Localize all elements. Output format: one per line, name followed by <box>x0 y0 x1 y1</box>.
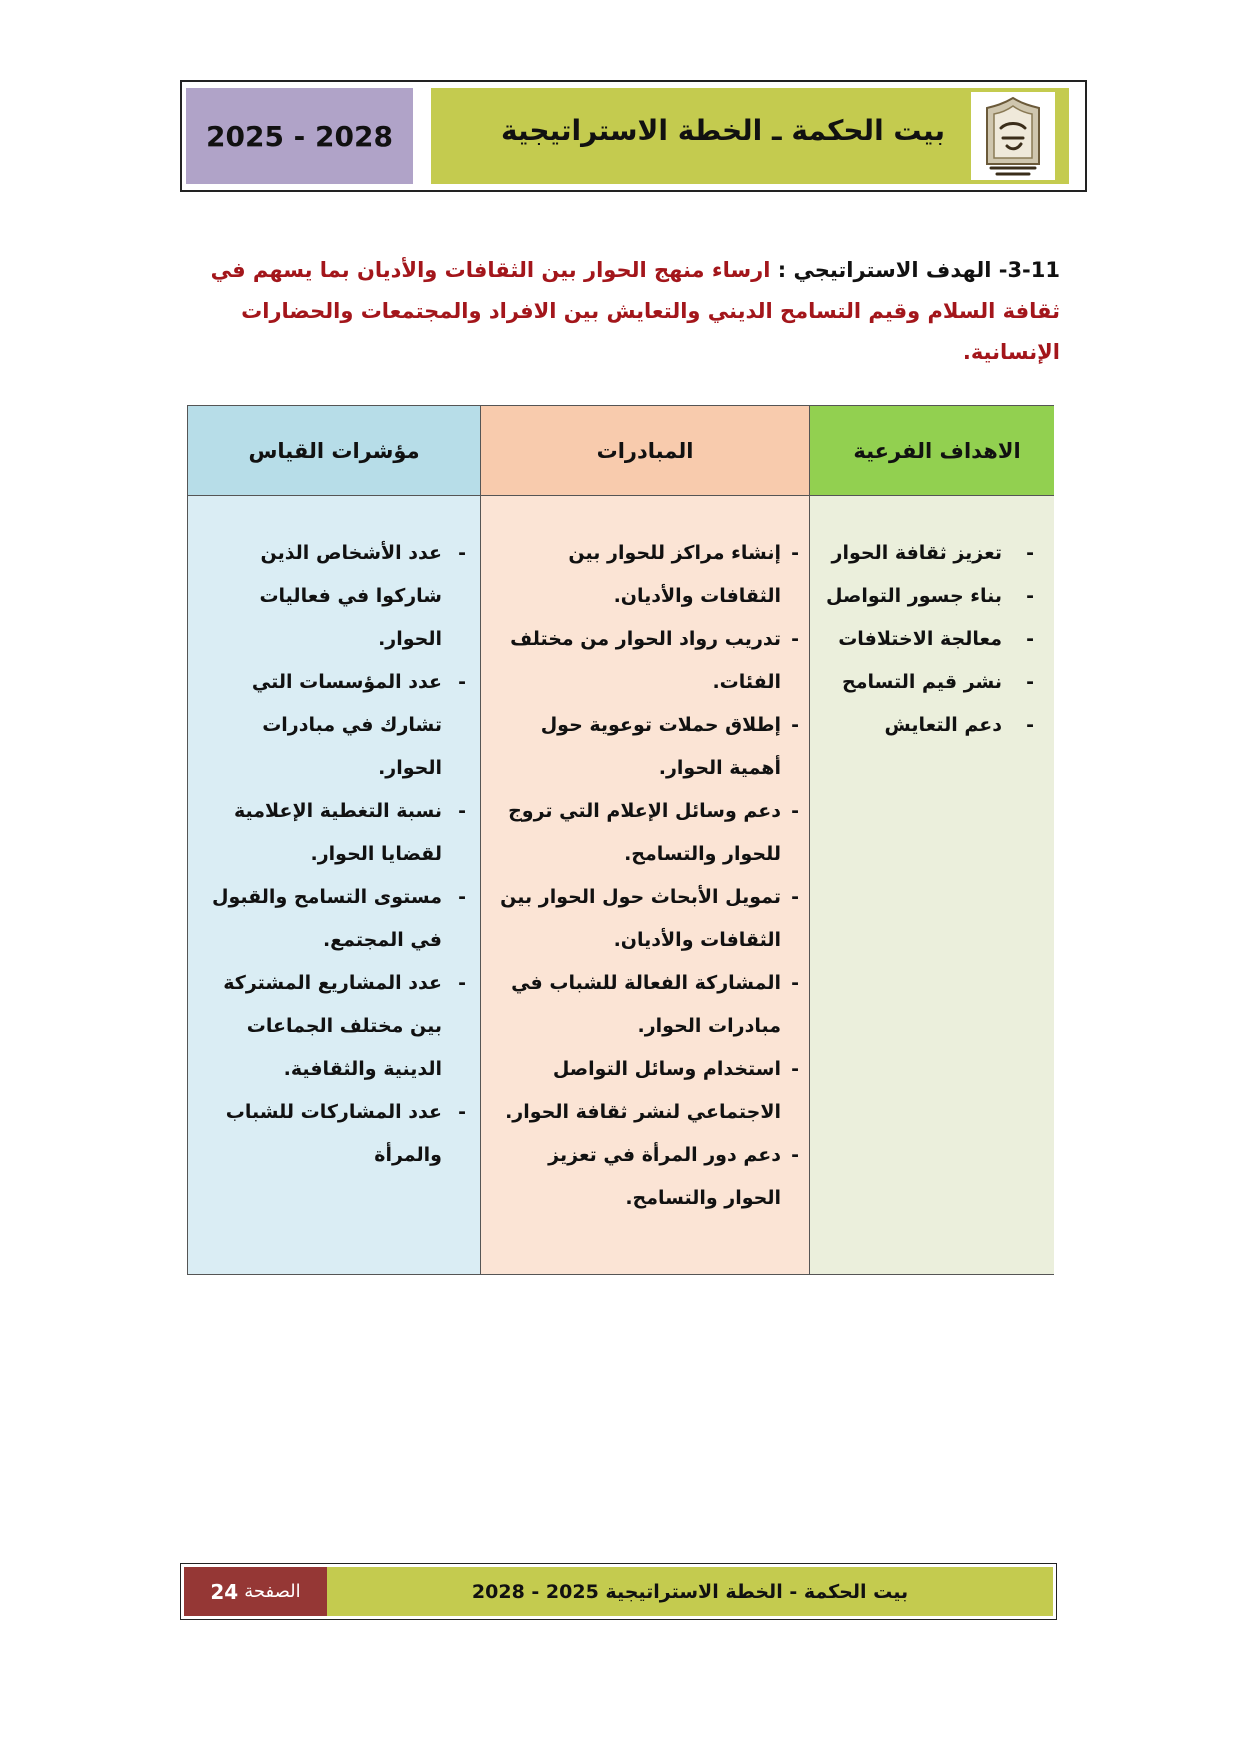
indicators-list <box>198 532 480 1177</box>
sub-goals-header: الاهداف الفرعية <box>810 406 1054 496</box>
list-item: - عدد المؤسسات التي تشارك في مبادرات الحوار. <box>198 661 480 790</box>
objectives-table <box>187 405 1054 1275</box>
bayt-al-hikma-logo-icon <box>971 92 1055 180</box>
page-label: الصفحة <box>244 1581 301 1602</box>
list-item: - بناء جسور التواصل <box>810 575 1054 618</box>
page-number: 24 <box>210 1579 239 1604</box>
objective-text: ارساء منهج الحوار بين الثقافات والأديان بما يسهم في ثقافة السلام وقيم التسامح الديني والتعايش بين الافراد والمجتمعات والحضارات الإنسانية. <box>210 258 1060 364</box>
header-years: 2025 - 2028 <box>186 88 413 184</box>
page-footer <box>180 1563 1057 1620</box>
list-item: - معالجة الاختلافات <box>810 618 1054 661</box>
indicators-header: مؤشرات القياس <box>188 406 480 496</box>
footer-title: بيت الحكمة - الخطة الاستراتيجية 2025 - 2028 <box>471 1580 909 1603</box>
list-item: - مستوى التسامح والقبول في المجتمع. <box>198 876 480 962</box>
list-item: - نسبة التغطية الإعلامية لقضايا الحوار. <box>198 790 480 876</box>
page-header <box>180 80 1087 192</box>
list-item: - نشر قيم التسامح <box>810 661 1054 704</box>
list-item: - استخدام وسائل التواصل الاجتماعي لنشر ثقافة الحوار. <box>491 1048 809 1134</box>
list-item: - عدد المشاركات للشباب والمرأة <box>198 1091 480 1177</box>
list-item: - إنشاء مراكز للحوار بين الثقافات والأديان. <box>491 532 809 618</box>
list-item: - عدد الأشخاص الذين شاركوا في فعاليات الحوار. <box>198 532 480 661</box>
header-title-band <box>431 88 1069 184</box>
initiatives-header: المبادرات <box>481 406 809 496</box>
list-item: - عدد المشاريع المشتركة بين مختلف الجماعات الدينية والثقافية. <box>198 962 480 1091</box>
list-item: - المشاركة الفعالة للشباب في مبادرات الحوار. <box>491 962 809 1048</box>
list-item: - إطلاق حملات توعوية حول أهمية الحوار. <box>491 704 809 790</box>
list-item: - دعم وسائل الإعلام التي تروج للحوار والتسامح. <box>491 790 809 876</box>
footer-title-band <box>327 1567 1053 1616</box>
page-number-badge <box>184 1567 327 1616</box>
sub-goals-column <box>809 406 1054 1274</box>
initiatives-column <box>480 406 809 1274</box>
strategic-objective <box>200 250 1060 373</box>
sub-goals-list <box>810 532 1054 747</box>
list-item: - تمويل الأبحاث حول الحوار بين الثقافات والأديان. <box>491 876 809 962</box>
header-title: بيت الحكمة ـ الخطة الاستراتيجية <box>501 114 945 147</box>
list-item: - دعم التعايش <box>810 704 1054 747</box>
initiatives-list <box>491 532 809 1220</box>
list-item: - دعم دور المرأة في تعزيز الحوار والتسامح. <box>491 1134 809 1220</box>
list-item: - تعزيز ثقافة الحوار <box>810 532 1054 575</box>
objective-label: 3-11- الهدف الاستراتيجي : <box>777 258 1060 282</box>
list-item: - تدريب رواد الحوار من مختلف الفئات. <box>491 618 809 704</box>
indicators-column <box>188 406 480 1274</box>
